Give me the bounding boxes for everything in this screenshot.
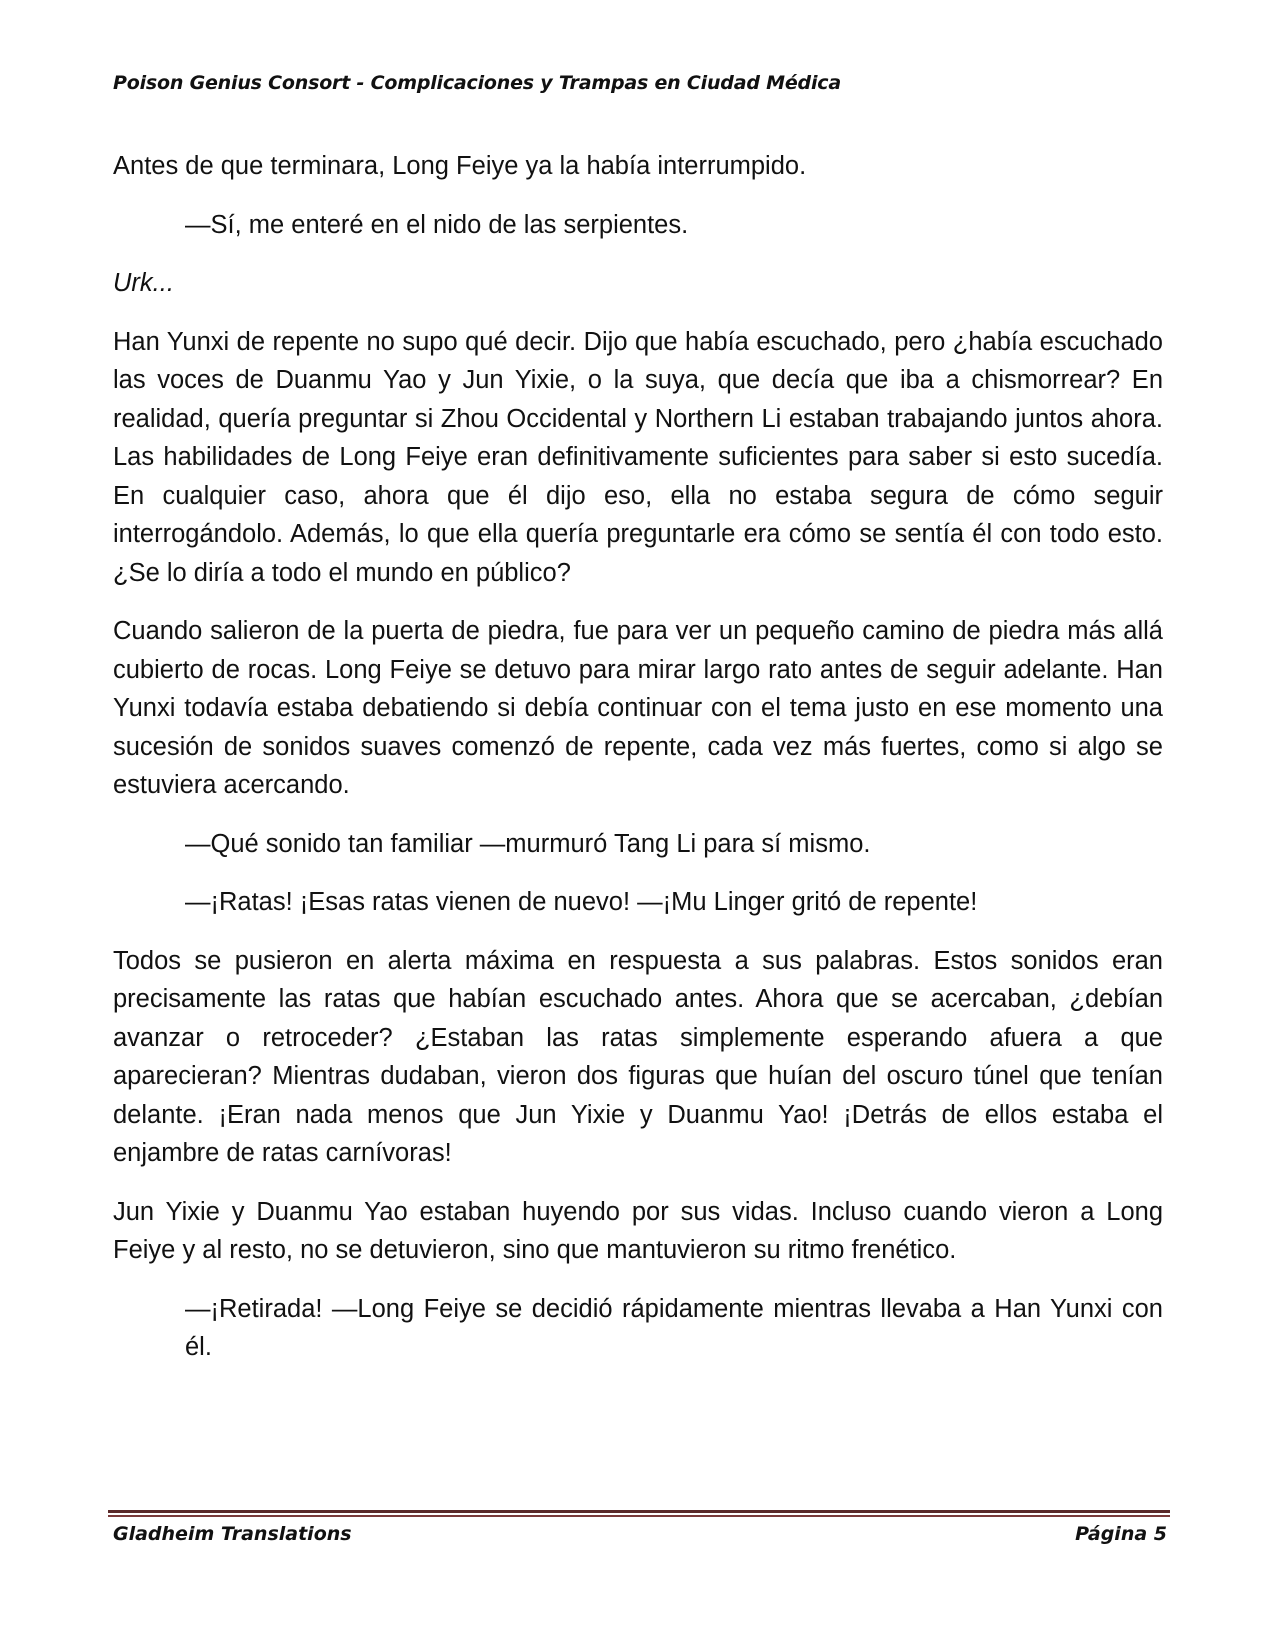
dialog-paragraph: —Qué sonido tan familiar —murmuró Tang Li para sí mismo. xyxy=(185,829,871,858)
dialog-paragraph: —¡Ratas! ¡Esas ratas vienen de nuevo! —¡Mu Linger gritó de repente! xyxy=(185,888,978,916)
paragraph: Han Yunxi de repente no supo qué decir. Dijo que había escuchado, pero ¿había escuchado las voces de Duanmu Yao y Jun Yixie, o la suya, que decía que iba a chismorrear? En realidad, quería preguntar si Zhou Occidental y Northern Li estaban trabajando juntos ahora. Las habilidades de Long Feiye eran definitivamente suficientes para saber si esto sucedía. En cualquier caso, ahora que él dijo eso, ella no estaba segura de cómo seguir interrogándolo. Además, lo que ella quería preguntarle era cómo se sentía él con todo esto. ¿Se lo diría a todo el mundo en público? xyxy=(113,327,1163,587)
paragraph: Jun Yixie y Duanmu Yao estaban huyendo por sus vidas. Incluso cuando vieron a Long Feiye y al resto, no se detuvieron, sino que mantuvieron su ritmo frenético. xyxy=(113,1197,1163,1264)
document-body xyxy=(113,147,1163,1387)
page-header: Poison Genius Consort - Complicaciones y Trampas en Ciudad Médica xyxy=(113,72,841,94)
dialog-paragraph: —¡Retirada! —Long Feiye se decidió rápidamente mientras llevaba a Han Yunxi con él. xyxy=(185,1294,1163,1361)
interjection-paragraph: Urk... xyxy=(113,269,174,297)
footer-translator: Gladheim Translations xyxy=(113,1523,352,1545)
dialog-paragraph: —Sí, me enteré en el nido de las serpientes. xyxy=(185,210,689,239)
paragraph: Todos se pusieron en alerta máxima en respuesta a sus palabras. Estos sonidos eran precisamente las ratas que habían escuchado antes. Ahora que se acercaban, ¿debían avanzar o retroceder? ¿Estaban las ratas simplemente esperando afuera a que aparecieran? Mientras dudaban, vieron dos figuras que huían del oscuro túnel que tenían delante. ¡Eran nada menos que Jun Yixie y Duanmu Yao! ¡Detrás de ellos estaba el enjambre de ratas carnívoras! xyxy=(113,946,1163,1167)
paragraph: Cuando salieron de la puerta de piedra, fue para ver un pequeño camino de piedra más allá cubierto de rocas. Long Feiye se detuvo para mirar largo rato antes de seguir adelante. Han Yunxi todavía estaba debatiendo si debía continuar con el tema justo en ese momento una sucesión de sonidos suaves comenzó de repente, cada vez más fuertes, como si algo se estuviera acercando. xyxy=(113,617,1163,799)
paragraph: Antes de que terminara, Long Feiye ya la había interrumpido. xyxy=(113,152,807,180)
footer-rule xyxy=(108,1510,1170,1513)
footer-page-number: Página 5 xyxy=(1075,1523,1167,1545)
footer-rule-secondary xyxy=(108,1515,1170,1517)
